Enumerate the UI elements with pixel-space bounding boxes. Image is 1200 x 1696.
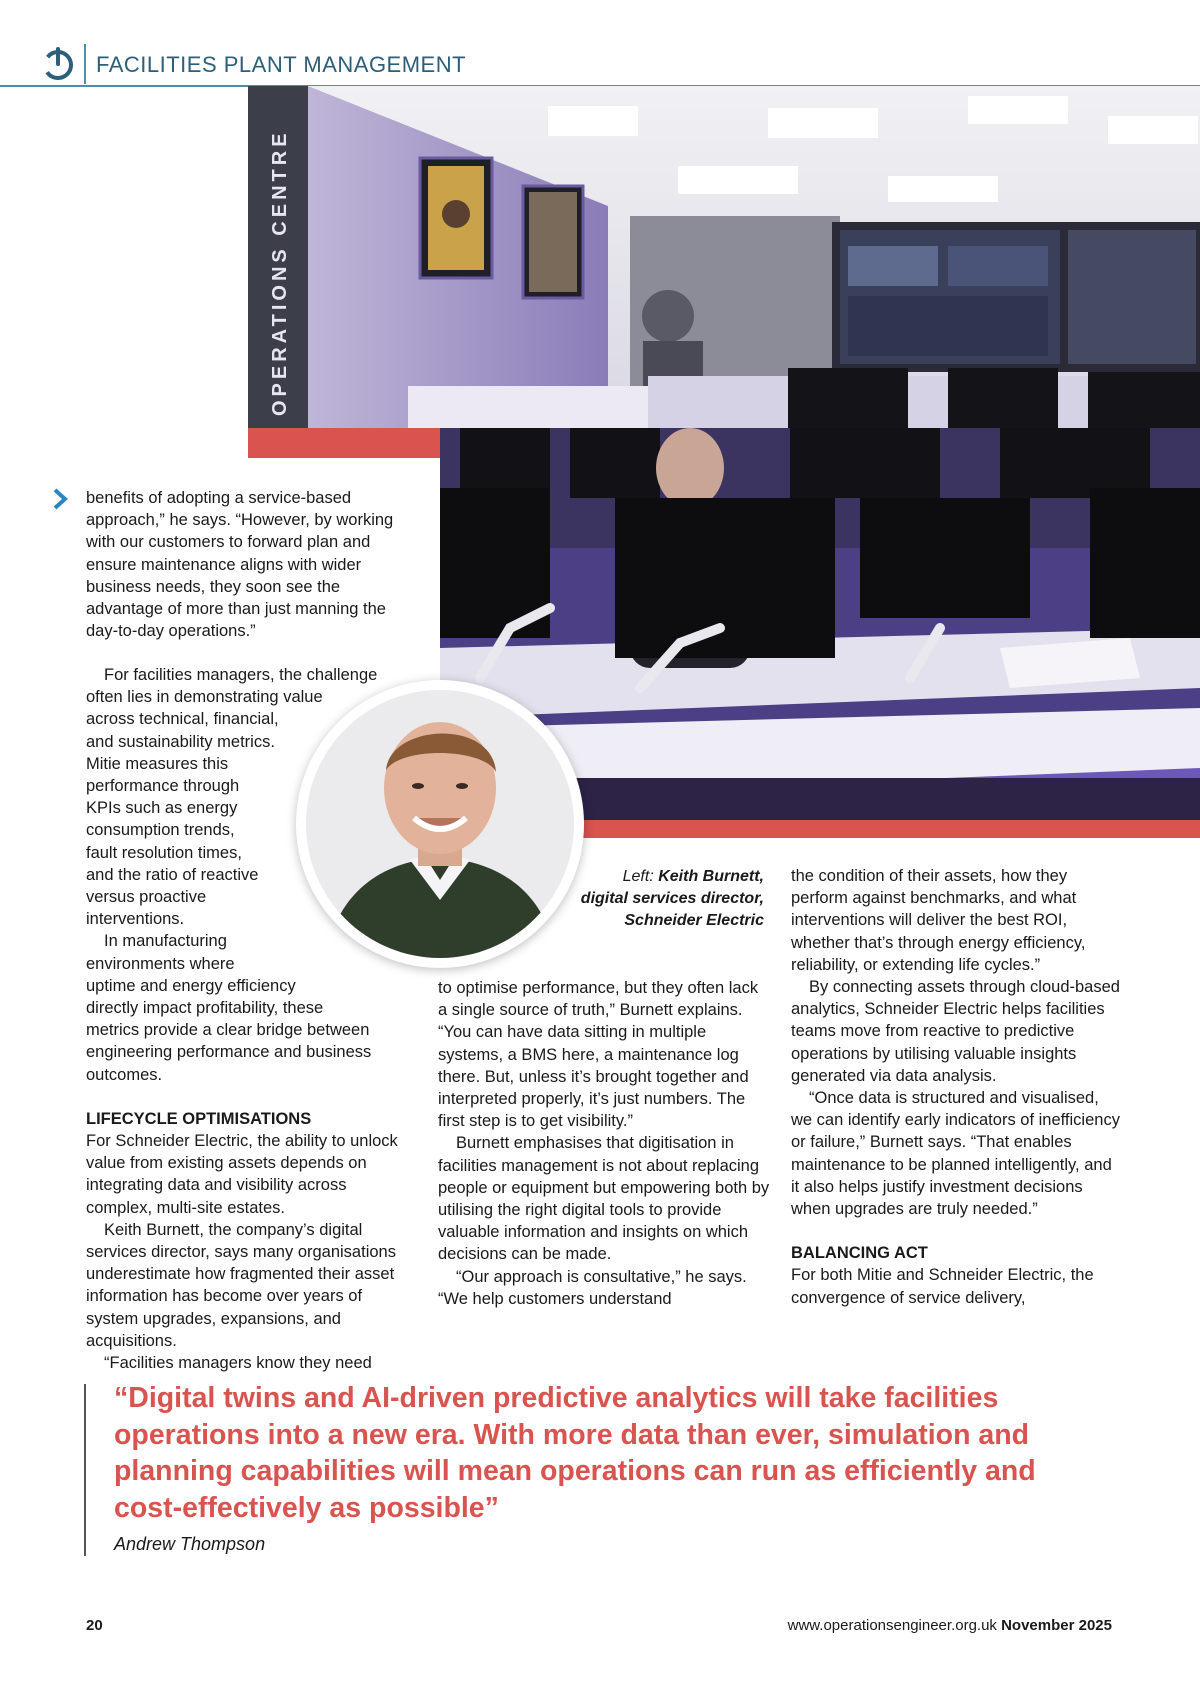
pull-quote: “Digital twins and AI-driven predictive analytics will take facilities operations into a new era. With more data than ever, simulation and planning capabilities will mean operations can run as efficiently and cost-effectively as possible” — [114, 1382, 1036, 1524]
text-line: fault resolution times, — [86, 843, 242, 862]
photo-caption — [560, 866, 764, 932]
text-line: outcomes. — [86, 1065, 163, 1084]
footer-url[interactable]: www.operationsengineer.org.uk — [787, 1617, 997, 1634]
pull-quote-author: Andrew Thompson — [114, 1534, 266, 1554]
caption-prefix: Left: — [622, 868, 654, 885]
text-line: and sustainability metrics. — [86, 732, 275, 751]
paragraph: benefits of adopting a service-based approach,” he says. “However, by working with our customers to forward plan and ensure maintenance aligns with wider business needs, they soon see the advantage of more than just manning the day-to-day operations.” — [86, 489, 394, 641]
paragraph: “Facilities managers know they need — [104, 1354, 372, 1373]
text-line: For facilities managers, the challenge — [104, 666, 378, 684]
caption-title: digital services director, — [580, 890, 764, 907]
pull-quote-rule — [84, 1384, 86, 1556]
footer-issue: November 2025 — [1001, 1617, 1112, 1634]
text-line: directly impact profitability, these — [86, 999, 324, 1018]
caption-name: Keith Burnett, — [658, 868, 764, 885]
header-divider — [84, 44, 86, 84]
photo-accent-bar — [248, 428, 440, 458]
power-icon — [40, 46, 76, 82]
text-line: uptime and energy efficiency — [86, 976, 296, 995]
text-line: versus proactive — [86, 888, 207, 907]
text-line: In manufacturing — [104, 932, 227, 951]
text-line: often lies in demonstrating value — [86, 688, 323, 707]
paragraph: For both Mitie and Schneider Electric, the convergence of service delivery, — [791, 1266, 1094, 1307]
wall-sign: OPERATIONS CENTRE — [269, 129, 291, 416]
paragraph: the condition of their assets, how they perform against benchmarks, and what interventions will deliver the best ROI, whether that’s through energy efficiency, reliability, or extending life cycles.” — [791, 867, 1086, 974]
operations-centre-photo-top — [248, 86, 1200, 428]
footer-site — [788, 1617, 1112, 1634]
paragraph: Burnett emphasises that digitisation in facilities management is not about replacing people or equipment but empowering both by utilising the right digital tools to provide valuable information and insights on which decisions can be made. — [438, 1134, 770, 1264]
text-line: engineering performance and business — [86, 1043, 372, 1062]
paragraph: “Our approach is consultative,” he says. “We help customers understand — [438, 1267, 747, 1308]
caption-company: Schneider Electric — [624, 912, 764, 929]
text-line: metrics provide a clear bridge between — [86, 1021, 370, 1040]
text-line: consumption trends, — [86, 821, 235, 840]
paragraph: By connecting assets through cloud-based analytics, Schneider Electric helps facilities teams move from reactive to predictive operations by utilising valuable insights generated via data analysis. — [791, 978, 1120, 1085]
subheading: LIFECYCLE OPTIMISATIONS — [86, 1109, 312, 1128]
page-header — [0, 44, 1200, 86]
body-column-middle — [438, 977, 770, 1310]
body-column-right — [791, 865, 1121, 1309]
text-line: interventions. — [86, 910, 185, 929]
paragraph: For Schneider Electric, the ability to unlock value from existing assets depends on integrating data and visibility across complex, multi-site estates. — [86, 1132, 398, 1217]
continue-chevron-icon — [52, 488, 68, 510]
body-column-left-wrap — [86, 664, 416, 1374]
text-line: environments where — [86, 954, 235, 973]
text-line: performance through — [86, 777, 240, 796]
page-number: 20 — [86, 1617, 103, 1634]
paragraph: Keith Burnett, the company’s digital services director, says many organisations underestimate how fragmented their asset information has become over years of system upgrades, expansions, and acquisitions. — [86, 1220, 396, 1350]
paragraph: to optimise performance, but they often lack a single source of truth,” Burnett explains. “You can have data sitting in multiple systems, a BMS here, a maintenance log there. But, unless it’s brought together and interpreted properly, it’s just numbers. The first step is to get visibility.” — [438, 979, 759, 1131]
body-column-left-top — [86, 487, 416, 642]
paragraph: “Once data is structured and visualised, we can identify early indicators of inefficiency or failure,” Burnett says. “That enables maintenance to be planned intelligently, and it also helps justify investment decisions when upgrades are truly needed.” — [791, 1089, 1120, 1219]
section-title: FACILITIES PLANT MANAGEMENT — [96, 52, 467, 77]
text-line: KPIs such as energy — [86, 799, 238, 818]
subheading: BALANCING ACT — [791, 1244, 928, 1263]
text-line: across technical, financial, — [86, 710, 279, 729]
text-line: and the ratio of reactive — [86, 865, 259, 884]
text-line: Mitie measures this — [86, 754, 229, 773]
